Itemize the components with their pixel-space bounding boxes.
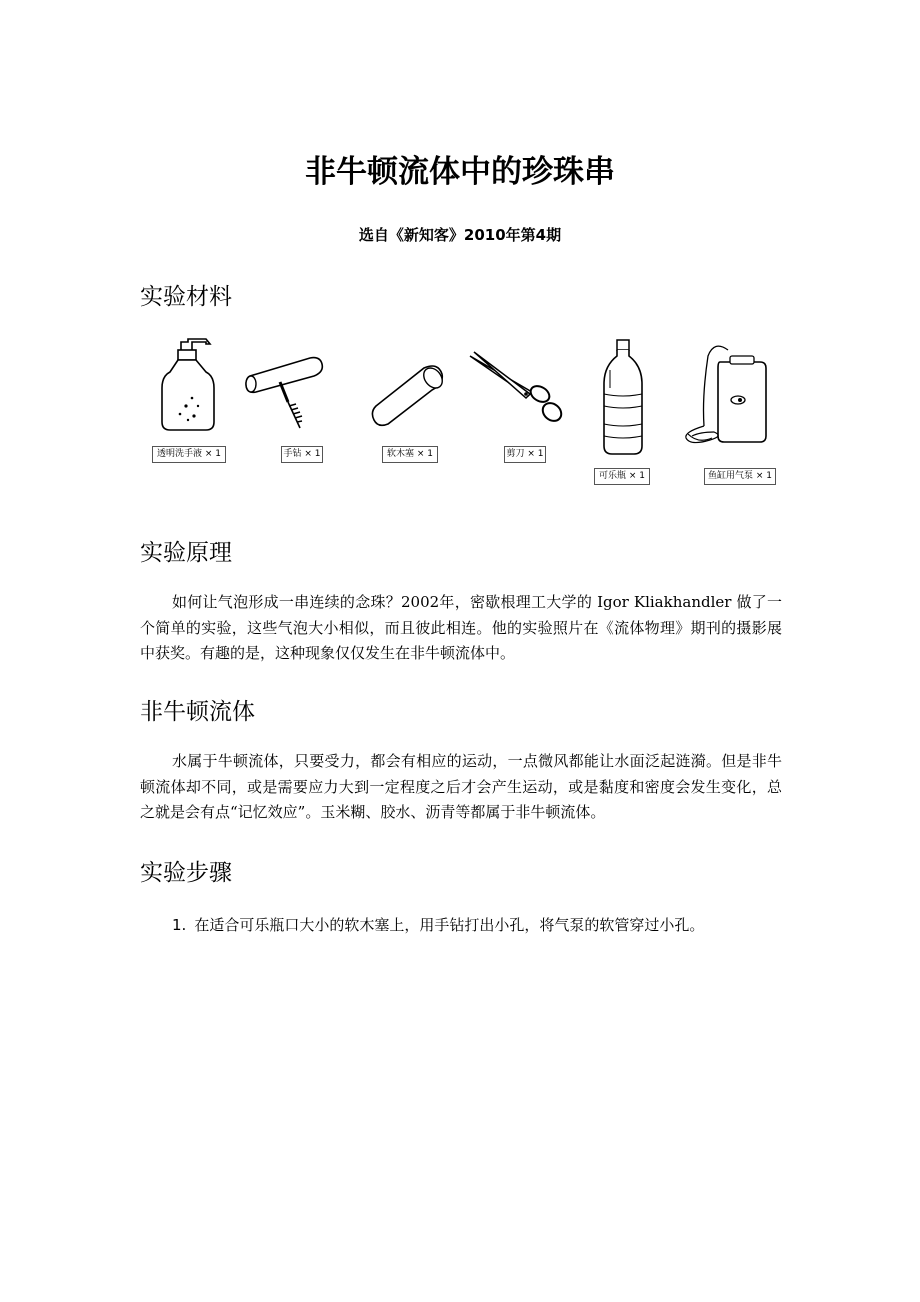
hand-drill-icon (244, 336, 326, 436)
page-title: 非牛顿流体中的珍珠串 (305, 154, 615, 190)
materials-heading: 实验材料 (140, 284, 232, 310)
material-item-cork (368, 336, 448, 471)
material-label-pump: 鱼缸用气泵 × 1 (704, 468, 776, 485)
steps-heading: 实验步骤 (140, 860, 232, 886)
cola-bottle-icon (594, 336, 654, 461)
scissors-icon (466, 336, 566, 436)
material-label-soap: 透明洗手液 × 1 (152, 446, 226, 463)
cork-icon (368, 336, 448, 436)
step-text: 在适合可乐瓶口大小的软木塞上，用手钻打出小孔，将气泵的软管穿过小孔。 (194, 916, 705, 934)
air-pump-icon (678, 336, 778, 456)
step-number: 1. (172, 916, 187, 934)
non-newtonian-heading: 非牛顿流体 (140, 699, 255, 725)
material-item-soap (148, 336, 228, 471)
material-label-scissors: 剪刀 × 1 (504, 446, 546, 463)
materials-illustration (140, 336, 780, 496)
material-item-pump (678, 336, 778, 491)
material-item-bottle (594, 336, 654, 491)
material-label-cork: 软木塞 × 1 (382, 446, 438, 463)
non-newtonian-paragraph: 水属于牛顿流体，只要受力，都会有相应的运动，一点微风都能让水面泛起涟漪。但是非牛顿流体却不同，或是需要应力大到一定程度之后才会产生运动，或是黏度和密度会发生变化，总之就是会有点“记忆效应”。玉米糊、胶水、沥青等都属于非牛顿流体。 (140, 752, 782, 821)
material-label-drill: 手钻 × 1 (281, 446, 323, 463)
principle-heading: 实验原理 (140, 540, 232, 566)
step-item (172, 913, 782, 937)
page-subtitle: 选自《新知客》2010年第4期 (358, 226, 562, 244)
soap-bottle-icon (148, 336, 228, 436)
material-item-scissors (466, 336, 566, 471)
material-label-bottle: 可乐瓶 × 1 (594, 468, 650, 485)
principle-paragraph: 如何让气泡形成一串连续的念珠？2002年，密歇根理工大学的 Igor Kliakhandler 做了一个简单的实验，这些气泡大小相似，而且彼此相连。他的实验照片在《流体物理》期刊的摄影展中获奖。有趣的是，这种现象仅仅发生在非牛顿流体中。 (140, 593, 782, 662)
material-item-drill (244, 336, 326, 471)
